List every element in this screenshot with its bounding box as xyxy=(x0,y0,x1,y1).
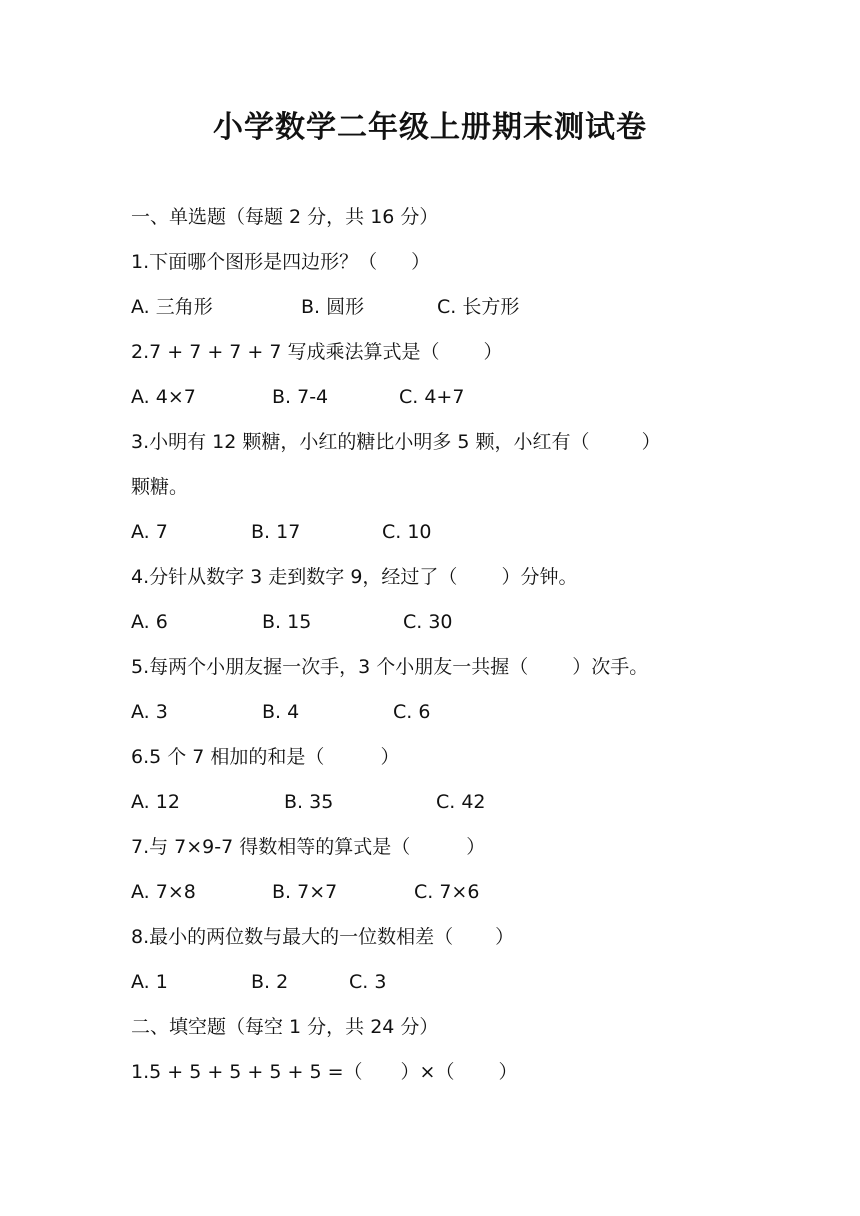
option-b: B. 15 xyxy=(262,611,312,633)
options-2 xyxy=(131,380,751,425)
question-close: ） xyxy=(483,341,503,363)
option-b: B. 7-4 xyxy=(272,386,329,408)
option-c: C. 6 xyxy=(393,701,431,723)
options-4 xyxy=(131,605,751,650)
question-6 xyxy=(131,740,751,785)
options-5 xyxy=(131,695,751,740)
question-close: ） xyxy=(641,431,661,453)
options-7 xyxy=(131,875,751,920)
question-stem: 8.最小的两位数与最大的一位数相差（ xyxy=(131,926,454,948)
option-a: A. 7×8 xyxy=(131,881,196,903)
question-mid: ）×（ xyxy=(400,1061,455,1083)
options-3 xyxy=(131,515,751,560)
question-stem: 5.每两个小朋友握一次手，3 个小朋友一共握（ xyxy=(131,656,529,678)
option-b: B. 7×7 xyxy=(272,881,338,903)
option-c: C. 30 xyxy=(403,611,453,633)
option-a: A. 7 xyxy=(131,521,168,543)
question-8 xyxy=(131,920,751,965)
option-c: C. 42 xyxy=(436,791,486,813)
question-5 xyxy=(131,650,751,695)
question-2 xyxy=(131,335,751,380)
fill-question-1 xyxy=(131,1055,751,1100)
question-stem: 1.下面哪个图形是四边形？（ xyxy=(131,251,378,273)
question-1 xyxy=(131,245,751,290)
option-b: B. 35 xyxy=(284,791,334,813)
question-close: ） xyxy=(411,251,431,273)
question-close: ） xyxy=(495,926,515,948)
options-6 xyxy=(131,785,751,830)
option-c: C. 10 xyxy=(382,521,432,543)
question-4 xyxy=(131,560,751,605)
question-3-continuation: 颗糖。 xyxy=(131,476,189,498)
option-a: A. 12 xyxy=(131,791,180,813)
options-1 xyxy=(131,290,751,335)
question-3 xyxy=(131,425,751,470)
option-a: A. 4×7 xyxy=(131,386,196,408)
question-close: ）分钟。 xyxy=(501,566,578,588)
option-c: C. 3 xyxy=(349,971,387,993)
option-c: C. 7×6 xyxy=(414,881,480,903)
section-heading-fill-in: 二、填空题（每空 1 分，共 24 分） xyxy=(131,1016,439,1038)
question-stem: 2.7 + 7 + 7 + 7 写成乘法算式是（ xyxy=(131,341,440,363)
question-close: ）次手。 xyxy=(572,656,649,678)
option-b: B. 圆形 xyxy=(301,296,365,318)
question-stem: 4.分针从数字 3 走到数字 9，经过了（ xyxy=(131,566,458,588)
option-a: A. 1 xyxy=(131,971,168,993)
exam-content xyxy=(131,200,751,1100)
option-a: A. 3 xyxy=(131,701,168,723)
question-stem: 6.5 个 7 相加的和是（ xyxy=(131,746,325,768)
options-8 xyxy=(131,965,751,1010)
question-stem: 3.小明有 12 颗糖，小红的糖比小明多 5 颗，小红有（ xyxy=(131,431,590,453)
section-heading-single-choice: 一、单选题（每题 2 分，共 16 分） xyxy=(131,206,439,228)
question-close: ） xyxy=(380,746,400,768)
page-title: 小学数学二年级上册期末测试卷 xyxy=(213,110,647,145)
question-stem: 1.5 + 5 + 5 + 5 + 5 =（ xyxy=(131,1061,363,1083)
question-close: ） xyxy=(466,836,486,858)
question-stem: 7.与 7×9-7 得数相等的算式是（ xyxy=(131,836,411,858)
option-b: B. 4 xyxy=(262,701,300,723)
option-b: B. 17 xyxy=(251,521,301,543)
option-a: A. 三角形 xyxy=(131,296,213,318)
option-b: B. 2 xyxy=(251,971,289,993)
question-close: ） xyxy=(498,1061,518,1083)
question-7 xyxy=(131,830,751,875)
option-a: A. 6 xyxy=(131,611,168,633)
option-c: C. 长方形 xyxy=(437,296,520,318)
option-c: C. 4+7 xyxy=(399,386,465,408)
